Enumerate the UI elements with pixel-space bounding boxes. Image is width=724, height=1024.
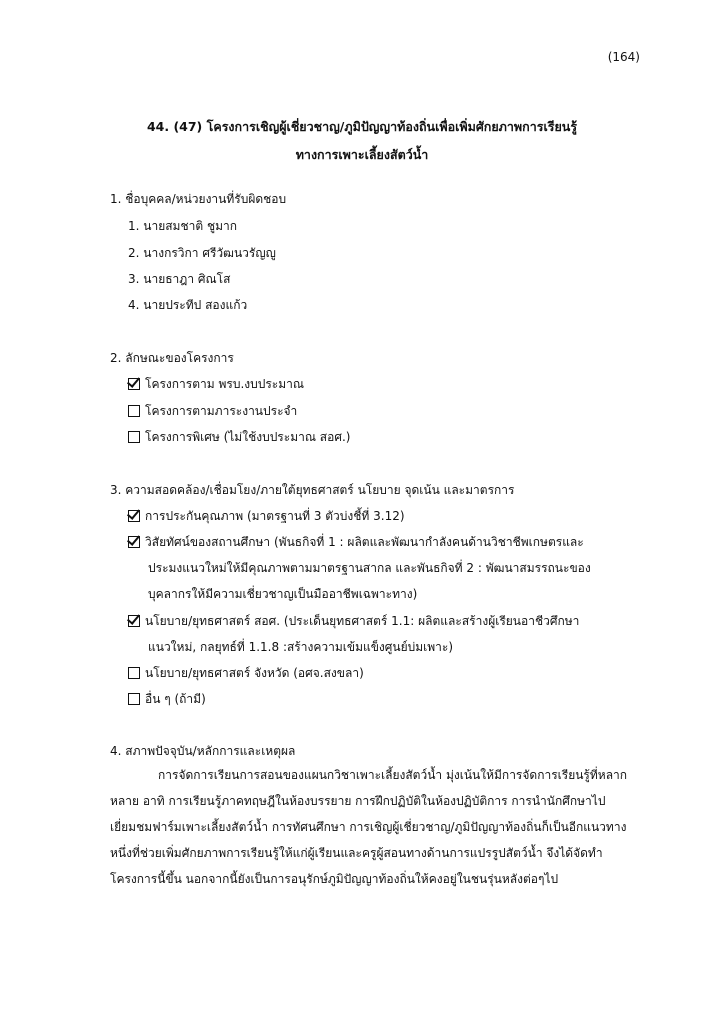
rationale-text: การจัดการเรียนการสอนของแผนกวิชาเพาะเลี้ยงสัตว์น้ำ มุ่งเน้นให้มีการจัดการเรียนรู้ที่หลากหลาย อาทิ การเรียนรู้ภาคทฤษฎีในห้องบรรยาย การฝึกปฏิบัติในห้องปฏิบัติการ การนำนักศึกษาไปเยี่ยมชมฟาร์มเพาะเลี้ยงสัตว์น้ำ การทัศนศึกษา การเชิญผู้เชี่ยวชาญ/ภูมิปัญญาท้องถิ่นก็เป็นอีกแนวทางหนึ่งที่ช่วยเพิ่มศักยภาพการเรียนรู้ให้แก่ผู้เรียนและครูผู้สอนทางด้านการแปรรูปสัตว์น้ำ จึงได้จัดทำโครงการนี้ขึ้น นอกจากนี้ยังเป็นการอนุรักษ์ภูมิปัญญาท้องถิ่นให้คงอยู่ในชนรุ่นหลังต่อๆไป <box>110 768 628 886</box>
section3-heading: 3. ความสอดคล้อง/เชื่อมโยง/ภายใต้ยุทธศาสตร์ นโยบาย จุดเน้น และมาตรการ <box>110 483 515 497</box>
alignment-item-5 <box>128 690 206 708</box>
section4-heading: 4. สภาพปัจจุบัน/หลักการและเหตุผล <box>110 744 296 758</box>
alignment-item-2 <box>128 533 584 551</box>
project-type-option-1 <box>128 375 304 393</box>
alignment-item-4 <box>128 664 364 682</box>
checked-checkbox-icon[interactable] <box>128 615 140 627</box>
alignment-item-text: วิสัยทัศน์ของสถานศึกษา (พันธกิจที่ 1 : ผลิตและพัฒนากำลังคนด้านวิชาชีพเกษตรและ <box>145 535 584 549</box>
document-title-line2: ทางการเพาะเลี้ยงสัตว์น้ำ <box>295 147 429 162</box>
alignment-item-2-line2: ประมงแนวใหม่ให้มีคุณภาพตามมาตรฐานสากล และพันธกิจที่ 2 : พัฒนาสมรรถนะของ <box>148 561 591 575</box>
responsible-person-3: 3. นายธาฎา ศิณโส <box>128 272 231 286</box>
checked-checkbox-icon[interactable] <box>128 536 140 548</box>
responsible-person-1: 1. นายสมชาติ ชูมาก <box>128 219 238 233</box>
section2-heading: 2. ลักษณะของโครงการ <box>110 351 234 365</box>
alignment-item-3 <box>128 612 579 630</box>
alignment-item-3-line2: แนวใหม่, กลยุทธ์ที่ 1.1.8 :สร้างความเข้มแข็งศูนย์บ่มเพาะ) <box>148 640 454 654</box>
checked-checkbox-icon[interactable] <box>128 510 140 522</box>
checked-checkbox-icon[interactable] <box>128 378 140 390</box>
project-type-option-2 <box>128 402 297 420</box>
section1-heading: 1. ชื่อบุคคล/หน่วยงานที่รับผิดชอบ <box>110 192 287 206</box>
alignment-item-text: นโยบาย/ยุทธศาสตร์ จังหวัด (อศจ.สงขลา) <box>145 666 364 680</box>
alignment-item-2-line3: บุคลากรให้มีความเชี่ยวชาญเป็นมืออาชีพเฉพาะทาง) <box>148 587 418 601</box>
option-label: โครงการตามภาระงานประจำ <box>145 404 298 418</box>
alignment-item-1 <box>128 507 405 525</box>
alignment-item-text: นโยบาย/ยุทธศาสตร์ สอศ. (ประเด็นยุทธศาสตร์ 1.1: ผลิตและสร้างผู้เรียนอาชีวศึกษา <box>145 614 580 628</box>
option-label: โครงการตาม พรบ.งบประมาณ <box>145 377 305 391</box>
rationale-paragraph <box>110 762 630 892</box>
alignment-item-text: อื่น ๆ (ถ้ามี) <box>145 692 206 706</box>
page-number: (164) <box>607 50 640 64</box>
unchecked-checkbox-icon[interactable] <box>128 667 140 679</box>
document-title-line1: 44. (47) โครงการเชิญผู้เชี่ยวชาญ/ภูมิปัญญาท้องถิ่นเพื่อเพิ่มศักยภาพการเรียนรู้ <box>146 119 578 134</box>
unchecked-checkbox-icon[interactable] <box>128 405 140 417</box>
unchecked-checkbox-icon[interactable] <box>128 693 140 705</box>
alignment-item-text: การประกันคุณภาพ (มาตรฐานที่ 3 ตัวบ่งชี้ที่ 3.12) <box>145 509 405 523</box>
unchecked-checkbox-icon[interactable] <box>128 431 140 443</box>
responsible-person-2: 2. นางกรวิกา ศรีวัฒนวรัญญู <box>128 246 276 260</box>
project-type-option-3 <box>128 428 350 446</box>
responsible-person-4: 4. นายประทีป สองแก้ว <box>128 298 248 312</box>
option-label: โครงการพิเศษ (ไม่ใช้งบประมาณ สอศ.) <box>145 430 351 444</box>
